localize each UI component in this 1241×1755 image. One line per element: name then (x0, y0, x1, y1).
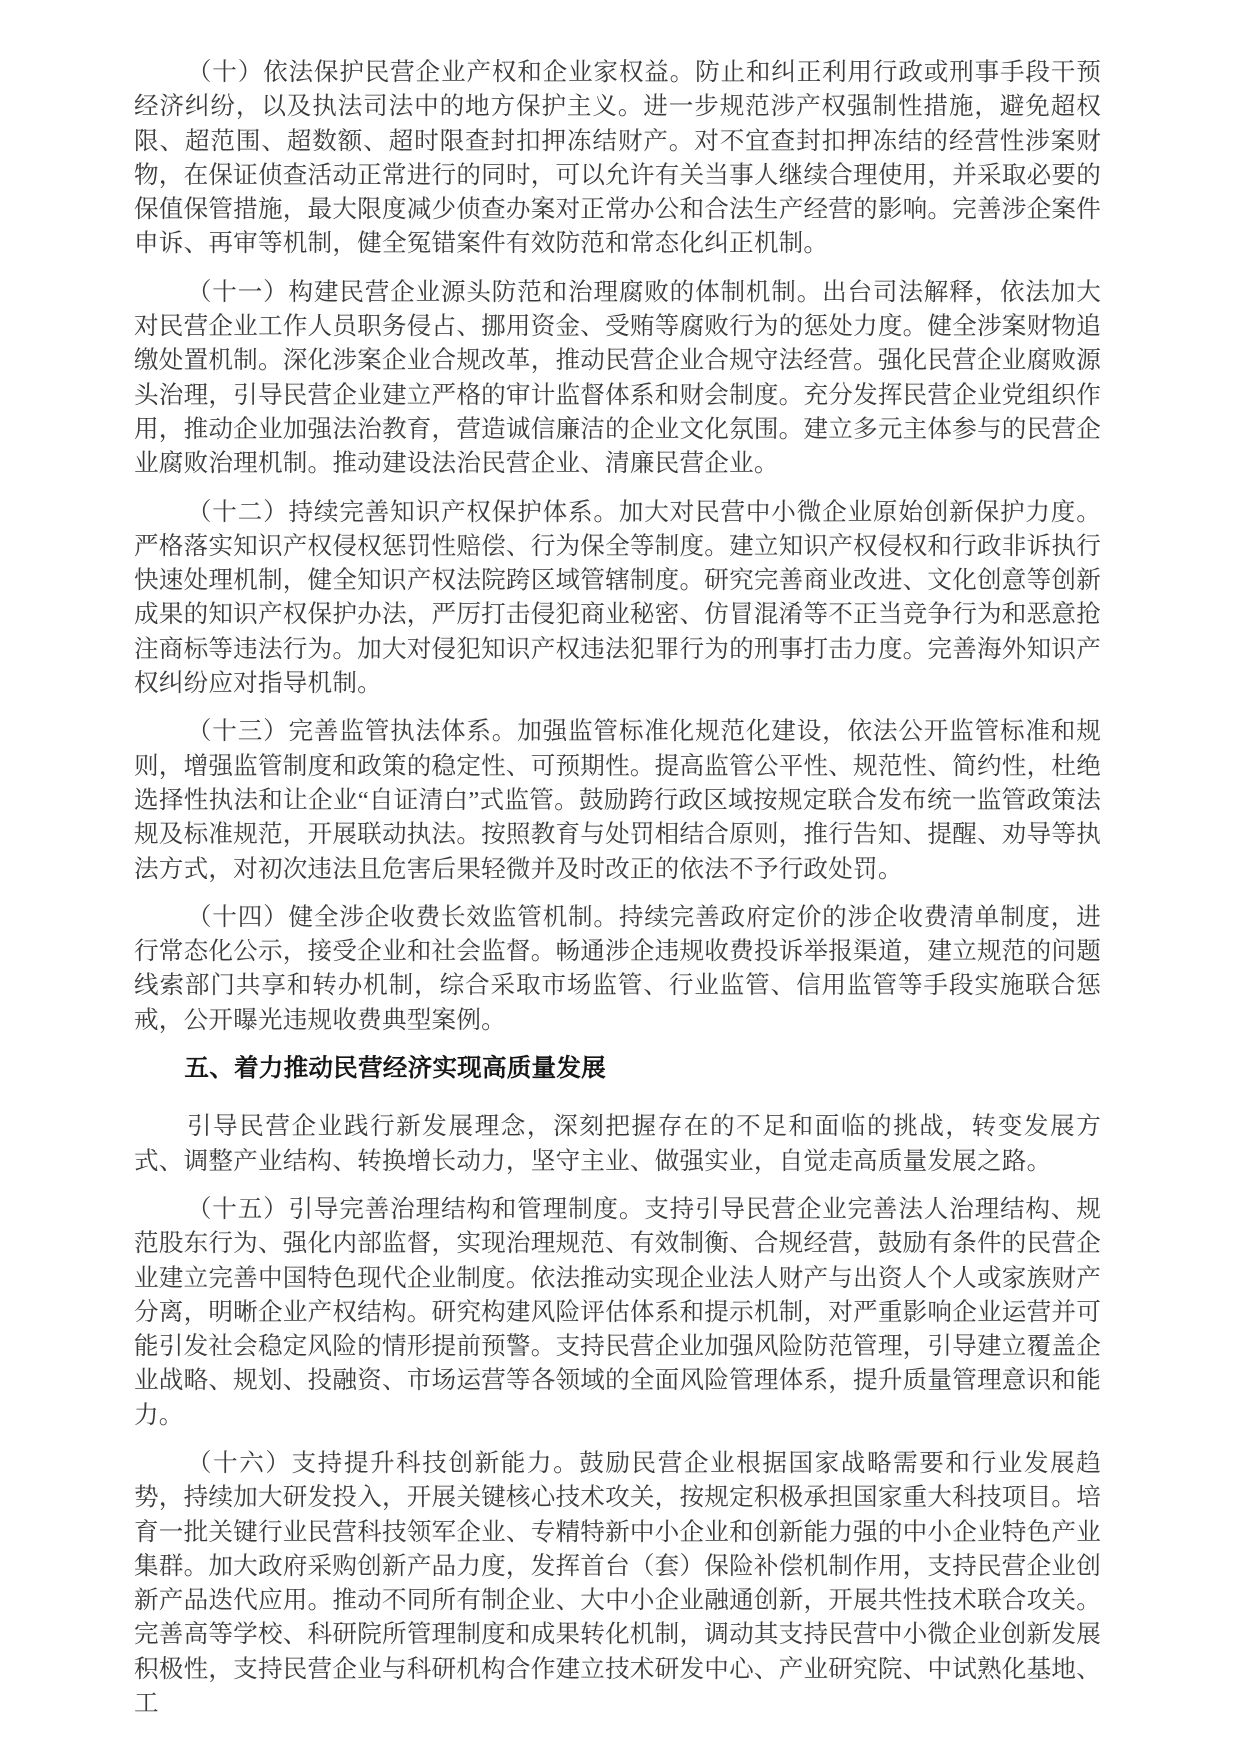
item-12-paragraph: （十二）持续完善知识产权保护体系。加大对民营中小微企业原始创新保护力度。严格落实知识产权侵权惩罚性赔偿、行为保全等制度。建立知识产权侵权和行政非诉执行快速处理机制，健全知识产权法院跨区域管辖制度。研究完善商业改进、文化创意等创新成果的知识产权保护办法，严厉打击侵犯商业秘密、仿冒混淆等不正当竞争行为和恶意抢注商标等违法行为。加大对侵犯知识产权违法犯罪行为的刑事打击力度。完善海外知识产权纠纷应对指导机制。 (134, 498, 1101, 698)
document-body (134, 56, 1101, 1721)
item-16-paragraph: （十六）支持提升科技创新能力。鼓励民营企业根据国家战略需要和行业发展趋势，持续加大研发投入，开展关键核心技术攻关，按规定积极承担国家重大科技项目。培育一批关键行业民营科技领军企业、专精特新中小企业和创新能力强的中小企业特色产业集群。加大政府采购创新产品力度，发挥首台（套）保险补偿机制作用，支持民营企业创新产品迭代应用。推动不同所有制企业、大中小企业融通创新，开展共性技术联合攻关。完善高等学校、科研院所管理制度和成果转化机制，调动其支持民营中小微企业创新发展积极性，支持民营企业与科研机构合作建立技术研发中心、产业研究院、中试熟化基地、工 (134, 1449, 1101, 1718)
item-10-paragraph: （十）依法保护民营企业产权和企业家权益。防止和纠正利用行政或刑事手段干预经济纠纷，以及执法司法中的地方保护主义。进一步规范涉产权强制性措施，避免超权限、超范围、超数额、超时限查封扣押冻结财产。对不宜查封扣押冻结的经营性涉案财物，在保证侦查活动正常进行的同时，可以允许有关当事人继续合理使用，并采取必要的保值保管措施，最大限度减少侦查办案对正常办公和合法生产经营的影响。完善涉企案件申诉、再审等机制，健全冤错案件有效防范和常态化纠正机制。 (134, 59, 1101, 258)
section-5-intro-paragraph: 引导民营企业践行新发展理念，深刻把握存在的不足和面临的挑战，转变发展方式、调整产业结构、转换增长动力，坚守主业、做强实业，自觉走高质量发展之路。 (134, 1113, 1101, 1175)
item-14-paragraph: （十四）健全涉企收费长效监管机制。持续完善政府定价的涉企收费清单制度，进行常态化公示，接受企业和社会监督。畅通涉企违规收费投诉举报渠道，建立规范的问题线索部门共享和转办机制，综合采取市场监管、行业监管、信用监管等手段实施联合惩戒，公开曝光违规收费典型案例。 (134, 903, 1101, 1034)
item-13-paragraph: （十三）完善监管执法体系。加强监管标准化规范化建设，依法公开监管标准和规则，增强监管制度和政策的稳定性、可预期性。提高监管公平性、规范性、简约性，杜绝选择性执法和让企业“自证清白”式监管。鼓励跨行政区域按规定联合发布统一监管政策法规及标准规范，开展联动执法。按照教育与处罚相结合原则，推行告知、提醒、劝导等执法方式，对初次违法且危害后果轻微并及时改正的依法不予行政处罚。 (134, 718, 1101, 883)
item-11-paragraph: （十一）构建民营企业源头防范和治理腐败的体制机制。出台司法解释，依法加大对民营企业工作人员职务侵占、挪用资金、受贿等腐败行为的惩处力度。健全涉案财物追缴处置机制。深化涉案企业合规改革，推动民营企业合规守法经营。强化民营企业腐败源头治理，引导民营企业建立严格的审计监督体系和财会制度。充分发挥民营企业党组织作用，推动企业加强法治教育，营造诚信廉洁的企业文化氛围。建立多元主体参与的民营企业腐败治理机制。推动建设法治民营企业、清廉民营企业。 (134, 278, 1101, 478)
section-5-heading: 五、着力推动民营经济实现高质量发展 (184, 1055, 606, 1083)
item-15-paragraph: （十五）引导完善治理结构和管理制度。支持引导民营企业完善法人治理结构、规范股东行为、强化内部监督，实现治理规范、有效制衡、合规经营，鼓励有条件的民营企业建立完善中国特色现代企业制度。依法推动实现企业法人财产与出资人个人或家族财产分离，明晰企业产权结构。研究构建风险评估体系和提示机制，对严重影响企业运营并可能引发社会稳定风险的情形提前预警。支持民营企业加强风险防范管理，引导建立覆盖企业战略、规划、投融资、市场运营等各领域的全面风险管理体系，提升质量管理意识和能力。 (134, 1195, 1101, 1429)
